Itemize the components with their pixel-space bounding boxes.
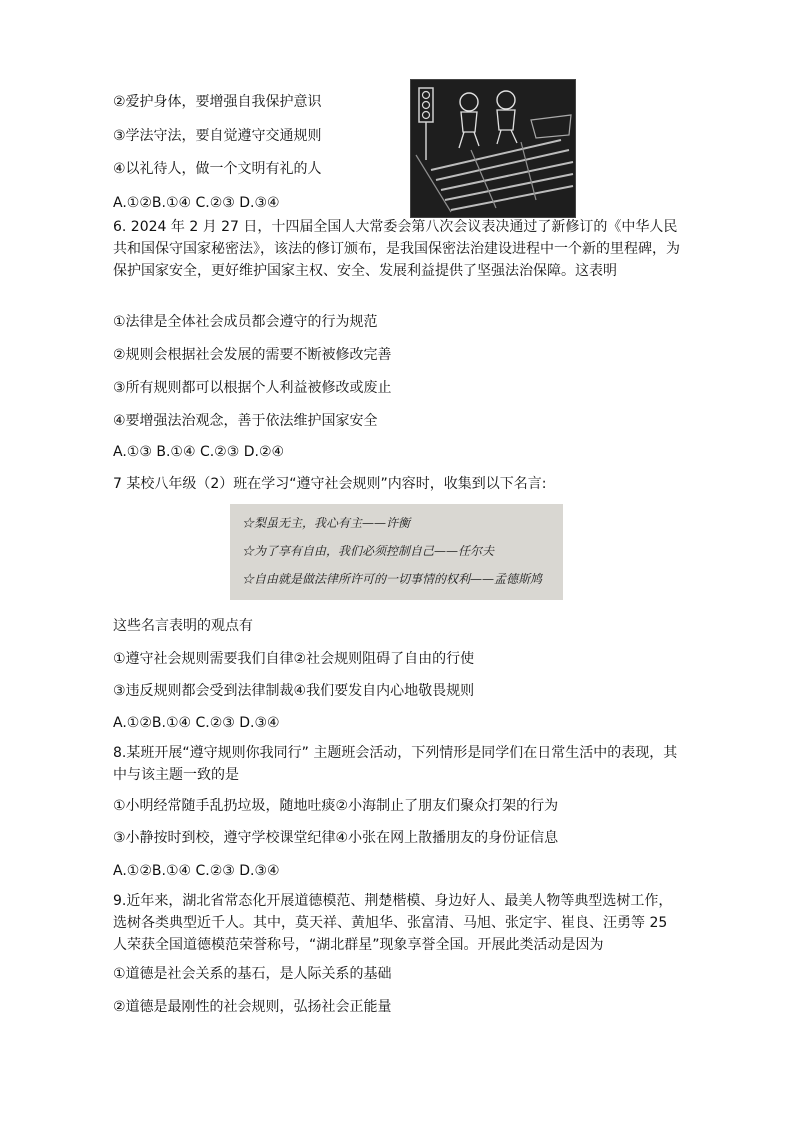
q7-stem: 7 某校八年级（2）班在学习“遵守社会规则”内容时，收集到以下名言: xyxy=(113,476,547,492)
q6-option-4: ④要增强法治观念，善于依法维护国家安全 xyxy=(113,413,378,429)
q9-option-2: ②道德是最刚性的社会规则，弘扬社会正能量 xyxy=(113,999,392,1015)
traffic-cartoon-image xyxy=(410,79,576,218)
q8-stem: 8.某班开展“遵守规则你我同行” 主题班会活动，下列情形是同学们在日常生活中的表现，其中与该主题一致的是 xyxy=(113,745,678,783)
q6-option-3: ③所有规则都可以根据个人利益被修改或废止 xyxy=(113,380,392,396)
q9-stem: 9.近年来，湖北省常态化开展道德模范、荆楚楷模、身边好人、最美人物等典型选树工作，选树各类典型近千人。其中，莫天祥、黄旭华、张富清、马旭、张定宇、崔良、汪勇等 25 人荣获全国道德模范荣誉称号，“湖北群星”现象享誉全国。开展此类活动是因为 xyxy=(113,893,673,953)
q5-choices: A.①②B.①④ C.②③ D.③④ xyxy=(113,195,280,211)
q6-option-2: ②规则会根据社会发展的需要不断被修改完善 xyxy=(113,347,392,363)
q6-option-1: ①法律是全体社会成员都会遵守的行为规范 xyxy=(113,314,378,330)
q5-option-3: ③学法守法，要自觉遵守交通规则 xyxy=(113,128,322,144)
q6-stem: 6. 2024 年 2 月 27 日，十四届全国人大常委会第八次会议表决通过了新修订的《中华人民共和国保守国家秘密法》，该法的修订颁布，是我国保密法治建设进程中一个新的里程碑，为保护国家安全，更好维护国家主权、安全、发展利益提供了坚强法治保障。这表明 xyxy=(113,219,680,279)
q7-options-3-4: ③违反规则都会受到法律制裁④我们要发自内心地敬畏规则 xyxy=(113,683,475,699)
q5-option-2: ②爱护身体，要增强自我保护意识 xyxy=(113,94,322,110)
q7-choices: A.①②B.①④ C.②③ D.③④ xyxy=(113,715,280,731)
q8-options-1-2: ①小明经常随手乱扔垃圾，随地吐痰②小海制止了朋友们聚众打架的行为 xyxy=(113,798,559,814)
quotes-image xyxy=(230,504,563,600)
q9-option-1: ①道德是社会关系的基石，是人际关系的基础 xyxy=(113,966,392,982)
q5-option-4: ④以礼待人，做一个文明有礼的人 xyxy=(113,161,322,177)
q8-choices: A.①②B.①④ C.②③ D.③④ xyxy=(113,863,280,879)
q7-options-1-2: ①遵守社会规则需要我们自律②社会规则阻碍了自由的行使 xyxy=(113,651,475,667)
q8-options-3-4: ③小静按时到校，遵守学校课堂纪律④小张在网上散播朋友的身份证信息 xyxy=(113,830,559,846)
q7-lead: 这些名言表明的观点有 xyxy=(113,618,253,634)
quote-2: ☆为了享有自由，我们必须控制自己——任尔夫 xyxy=(242,544,495,558)
quote-3: ☆自由就是做法律所许可的一切事情的权利——孟德斯鸠 xyxy=(242,572,543,586)
q6-choices: A.①③ B.①④ C.②③ D.②④ xyxy=(113,444,285,460)
quote-1: ☆梨虽无主，我心有主——许衡 xyxy=(242,516,411,530)
